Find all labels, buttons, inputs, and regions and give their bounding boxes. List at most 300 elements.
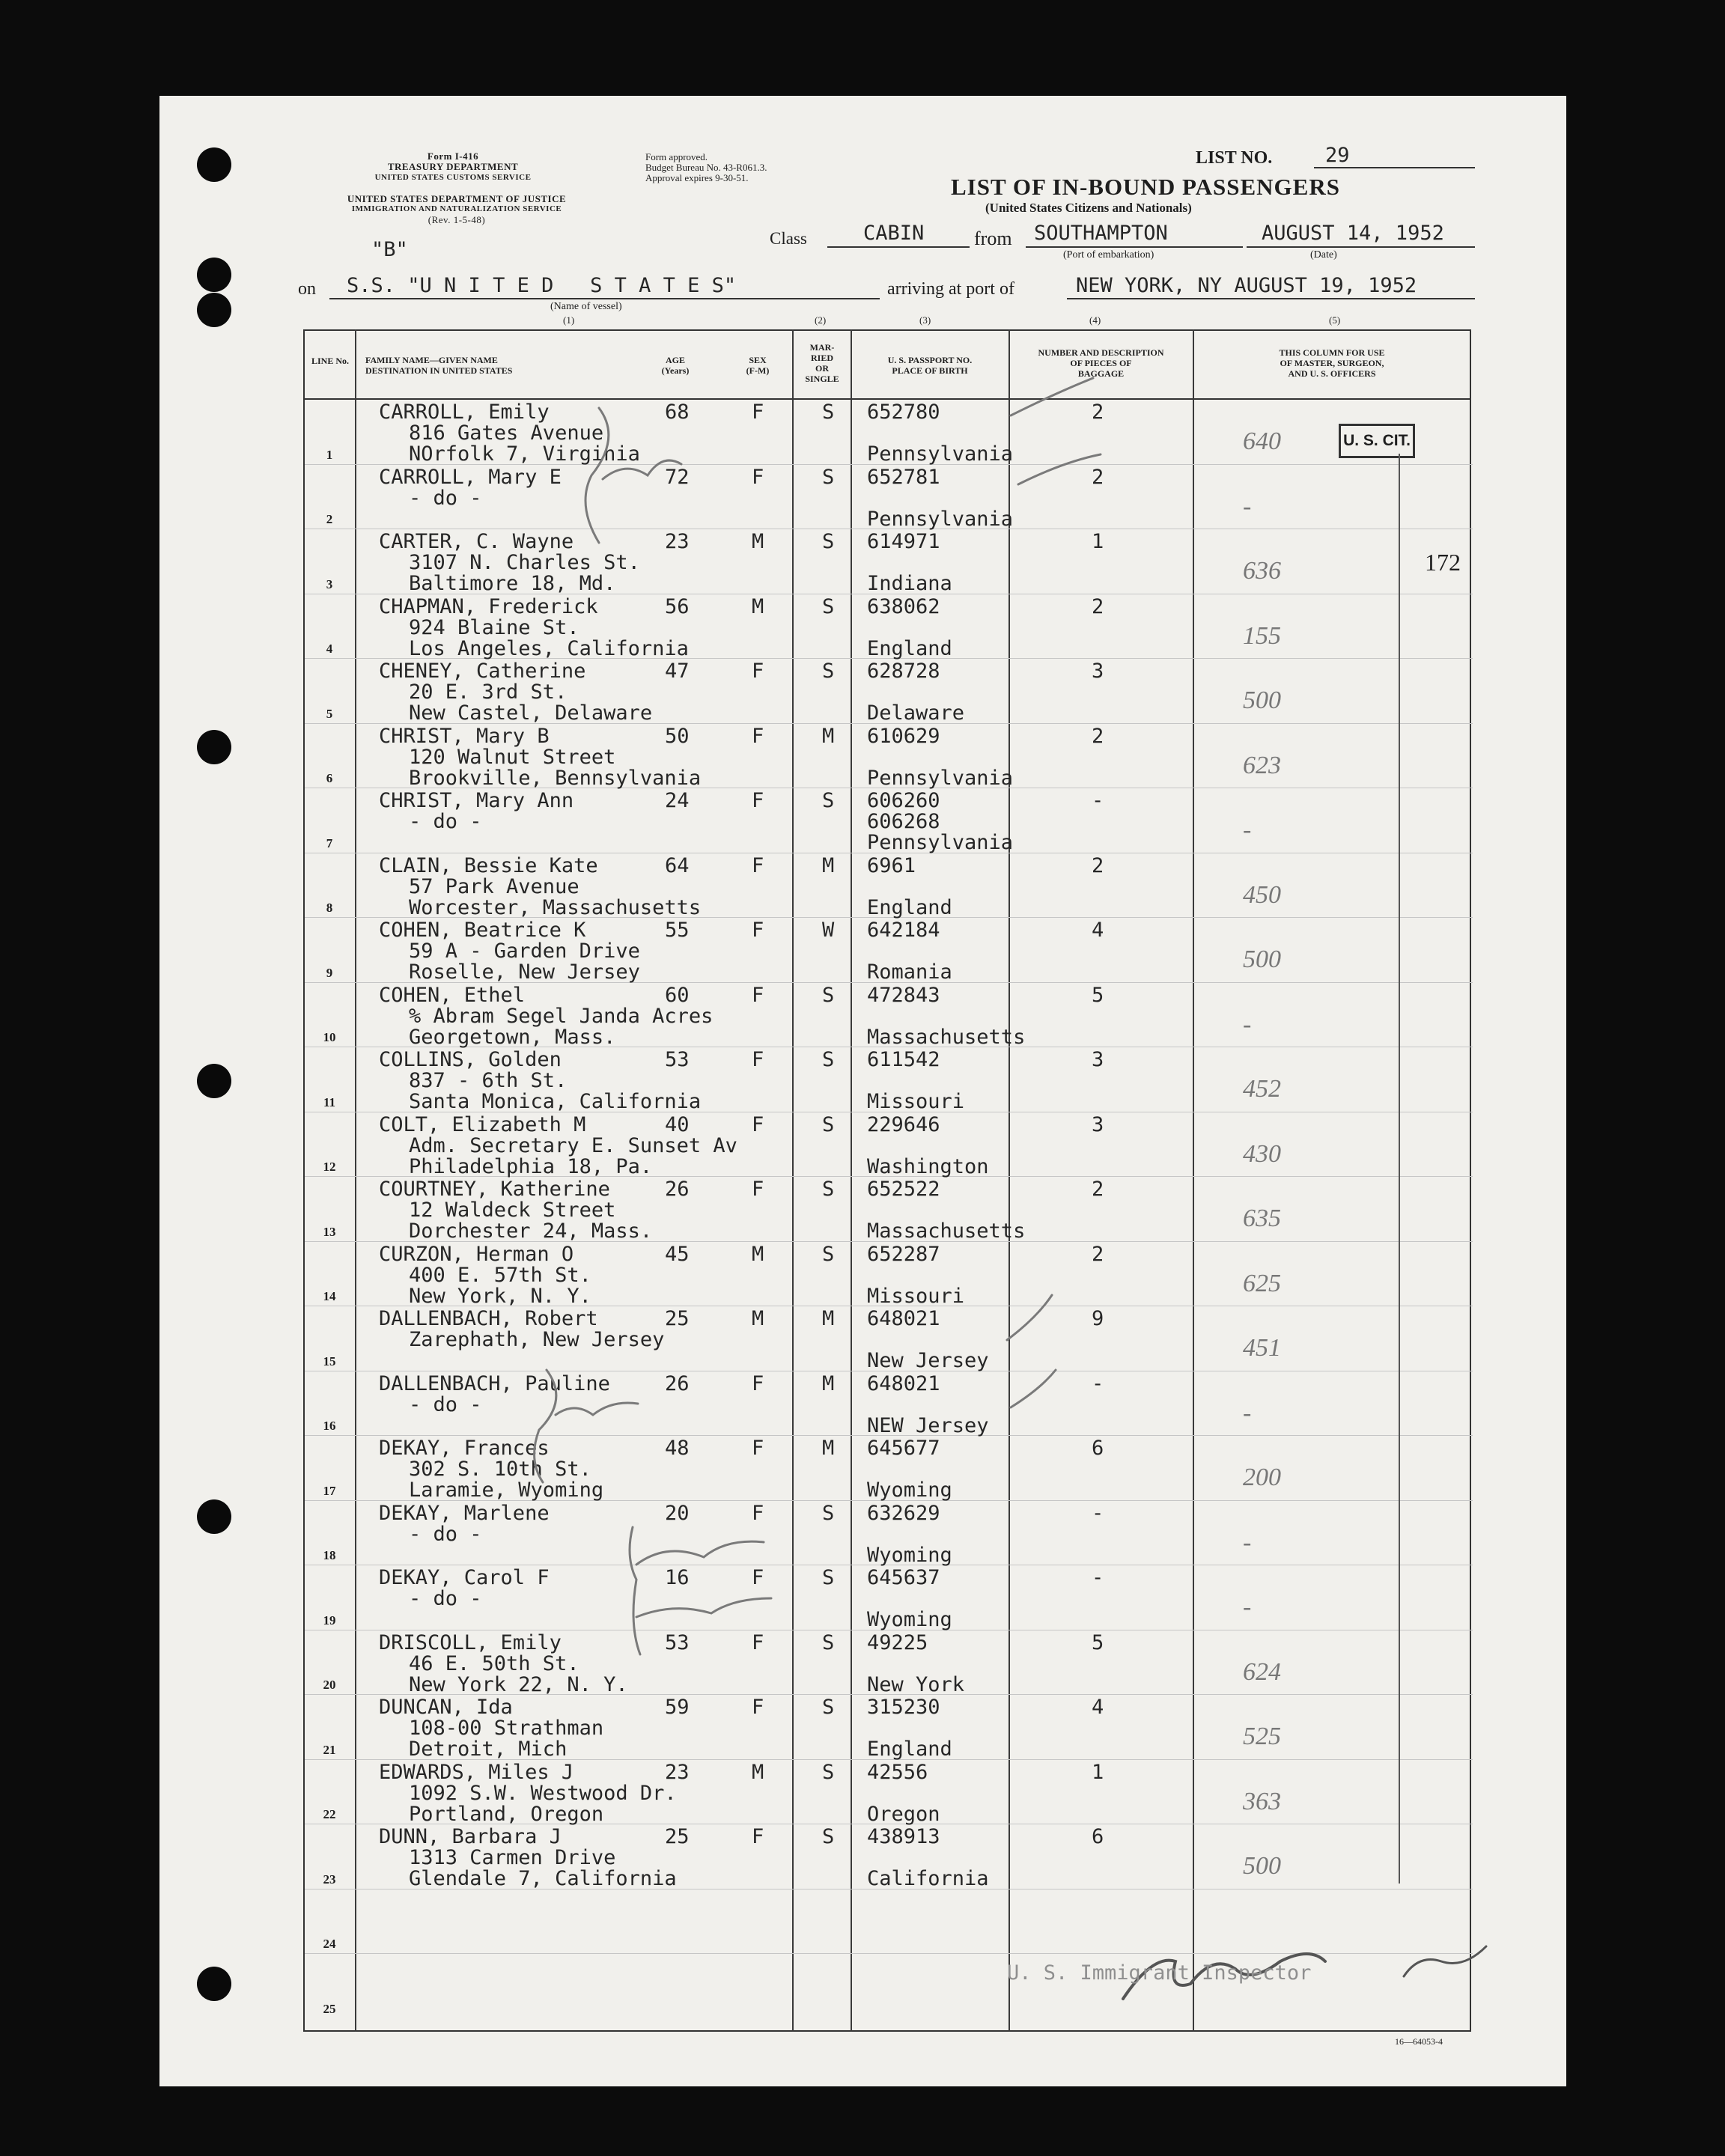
punch-hole xyxy=(197,730,231,764)
from-underline xyxy=(1026,246,1243,248)
official-note: 640 xyxy=(1243,427,1281,455)
passenger-age: 40 xyxy=(665,1113,690,1136)
baggage-count: - xyxy=(1092,1502,1104,1525)
place-of-birth: Pennsylvania xyxy=(867,831,1014,854)
passenger-address-2: Portland, Oregon xyxy=(409,1803,604,1826)
header-official-3: AND U. S. OFFICERS xyxy=(1288,368,1376,379)
official-note: 635 xyxy=(1243,1205,1281,1232)
passenger-marital-status: W xyxy=(822,919,835,942)
passenger-name: CARROLL, Emily xyxy=(379,401,550,424)
passenger-name: DRISCOLL, Emily xyxy=(379,1631,562,1654)
baggage-count: 1 xyxy=(1092,1761,1104,1784)
official-note: - xyxy=(1243,1593,1252,1621)
baggage-count: 5 xyxy=(1092,984,1104,1007)
line-number: 2 xyxy=(326,512,333,526)
line-number: 12 xyxy=(323,1160,336,1174)
header-official-1: THIS COLUMN FOR USE xyxy=(1279,347,1385,358)
place-of-birth: Massachusetts xyxy=(867,1026,1026,1049)
passenger-name: CHENEY, Catherine xyxy=(379,660,586,683)
baggage-count: - xyxy=(1092,1566,1104,1589)
line-number: 16 xyxy=(323,1419,336,1433)
passport-number: 652287 xyxy=(867,1243,940,1266)
passenger-sex: F xyxy=(752,919,764,942)
baggage-count: 2 xyxy=(1092,401,1104,424)
us-citizen-stamp: U. S. CIT. xyxy=(1339,424,1415,458)
approval-line-1: Form approved. xyxy=(645,151,708,162)
passenger-address-2: Roselle, New Jersey xyxy=(409,960,640,984)
baggage-count: 4 xyxy=(1092,1696,1104,1719)
passenger-address-1: 20 E. 3rd St. xyxy=(409,680,568,704)
official-note: - xyxy=(1243,1011,1252,1038)
passenger-marital-status: S xyxy=(822,789,835,812)
passenger-name: DALLENBACH, Robert xyxy=(379,1307,598,1330)
official-note: - xyxy=(1243,1529,1252,1556)
line-number: 1 xyxy=(326,448,333,462)
passport-number: 229646 xyxy=(867,1113,940,1136)
col-divider xyxy=(1008,329,1010,2032)
b-mark: "B" xyxy=(371,238,408,261)
date-underline xyxy=(1247,246,1475,248)
passenger-sex: F xyxy=(752,401,764,424)
passenger-sex: F xyxy=(752,660,764,683)
header-age-unit: (Years) xyxy=(661,365,690,376)
passenger-marital-status: S xyxy=(822,1113,835,1136)
baggage-count: 2 xyxy=(1092,595,1104,618)
passenger-name: DALLENBACH, Pauline xyxy=(379,1372,610,1395)
col-divider xyxy=(792,329,794,2032)
place-of-birth: Oregon xyxy=(867,1803,940,1826)
passenger-marital-status: S xyxy=(822,1761,835,1784)
header-married-4: SINGLE xyxy=(805,374,839,384)
line-number: 21 xyxy=(323,1743,336,1757)
official-note: 625 xyxy=(1243,1270,1281,1297)
place-of-birth: NEW Jersey xyxy=(867,1414,989,1437)
passenger-name: COLLINS, Golden xyxy=(379,1048,562,1071)
passenger-sex: F xyxy=(752,1048,764,1071)
passenger-name: COLT, Elizabeth M xyxy=(379,1113,586,1136)
passenger-marital-status: S xyxy=(822,1696,835,1719)
official-note: - xyxy=(1243,1399,1252,1427)
inspector-caption: U. S. Immigrant Inspector xyxy=(1007,1961,1312,1985)
class-underline xyxy=(827,246,970,248)
passenger-sex: F xyxy=(752,789,764,812)
passenger-address-2: Laramie, Wyoming xyxy=(409,1479,604,1502)
official-note: 363 xyxy=(1243,1788,1281,1815)
baggage-count: 4 xyxy=(1092,919,1104,942)
passport-number: 315230 xyxy=(867,1696,940,1719)
place-of-birth: England xyxy=(867,1738,952,1761)
header-destination: DESTINATION IN UNITED STATES xyxy=(365,365,513,376)
passport-number: 648021 xyxy=(867,1307,940,1330)
passenger-marital-status: M xyxy=(822,725,835,748)
col-ref-3: (3) xyxy=(919,314,931,326)
passenger-address-1: 302 S. 10th St. xyxy=(409,1458,591,1481)
passenger-name: COURTNEY, Katherine xyxy=(379,1178,610,1201)
punch-hole xyxy=(197,147,231,182)
baggage-count: 2 xyxy=(1092,854,1104,877)
passport-number: 632629 xyxy=(867,1502,940,1525)
passenger-marital-status: S xyxy=(822,401,835,424)
port-caption: (Port of embarkation) xyxy=(1063,249,1154,261)
passenger-sex: F xyxy=(752,984,764,1007)
col-ref-5: (5) xyxy=(1329,314,1341,326)
passenger-age: 47 xyxy=(665,660,690,683)
passenger-age: 53 xyxy=(665,1631,690,1654)
passenger-marital-status: S xyxy=(822,466,835,489)
passenger-address-2: New York, N. Y. xyxy=(409,1285,591,1308)
baggage-count: - xyxy=(1092,789,1104,812)
baggage-count: 9 xyxy=(1092,1307,1104,1330)
passenger-address-1: 837 - 6th St. xyxy=(409,1069,568,1092)
approval-line-2: Budget Bureau No. 43-R061.3. xyxy=(645,162,767,173)
passenger-name: CHRIST, Mary B xyxy=(379,725,550,748)
passenger-sex: M xyxy=(752,530,764,553)
passenger-name: DEKAY, Carol F xyxy=(379,1566,550,1589)
punch-hole xyxy=(197,1499,231,1534)
place-of-birth: Missouri xyxy=(867,1285,965,1308)
passenger-address-1: - do - xyxy=(409,1587,482,1610)
passenger-age: 68 xyxy=(665,401,690,424)
approval-line-3: Approval expires 9-30-51. xyxy=(645,172,749,183)
line-number: 4 xyxy=(326,642,333,656)
passenger-marital-status: S xyxy=(822,984,835,1007)
place-of-birth: Pennsylvania xyxy=(867,508,1014,531)
passport-number-2: 606268 xyxy=(867,810,940,833)
official-note: 636 xyxy=(1243,557,1281,585)
passenger-address-2: New York 22, N. Y. xyxy=(409,1673,628,1696)
passport-number: 652781 xyxy=(867,466,940,489)
line-number: 22 xyxy=(323,1807,336,1821)
passenger-sex: M xyxy=(752,1307,764,1330)
place-of-birth: Wyoming xyxy=(867,1608,952,1631)
place-of-birth: Missouri xyxy=(867,1090,965,1113)
passenger-address-2: Worcester, Massachusetts xyxy=(409,896,702,919)
header-name: FAMILY NAME—GIVEN NAME xyxy=(365,355,498,365)
passenger-age: 50 xyxy=(665,725,690,748)
header-baggage-3: BAGGAGE xyxy=(1077,368,1125,379)
passenger-age: 23 xyxy=(665,1761,690,1784)
passenger-address-2: New Castel, Delaware xyxy=(409,701,653,725)
line-number: 14 xyxy=(323,1289,336,1303)
passenger-address-1: 1313 Carmen Drive xyxy=(409,1846,616,1869)
customs-label: UNITED STATES CUSTOMS SERVICE xyxy=(374,173,532,182)
line-number: 10 xyxy=(323,1030,336,1044)
passenger-address-1: 108-00 Strathman xyxy=(409,1717,604,1740)
header-sex: SEX xyxy=(749,355,767,365)
passenger-address-1: - do - xyxy=(409,1393,482,1416)
passport-number: 472843 xyxy=(867,984,940,1007)
passport-number: 638062 xyxy=(867,595,940,618)
place-of-birth: New York xyxy=(867,1673,965,1696)
baggage-count: 2 xyxy=(1092,1178,1104,1201)
col-divider xyxy=(851,329,852,2032)
passenger-address-1: 816 Gates Avenue xyxy=(409,421,604,445)
passenger-name: DEKAY, Marlene xyxy=(379,1502,550,1525)
passenger-marital-status: S xyxy=(822,660,835,683)
baggage-count: 2 xyxy=(1092,1243,1104,1266)
passport-number: 6961 xyxy=(867,854,916,877)
baggage-count: 2 xyxy=(1092,466,1104,489)
official-note: 155 xyxy=(1243,622,1281,650)
passenger-address-1: 57 Park Avenue xyxy=(409,875,579,898)
passenger-address-2: Detroit, Mich xyxy=(409,1738,568,1761)
line-number: 11 xyxy=(323,1095,336,1109)
passenger-name: CURZON, Herman O xyxy=(379,1243,574,1266)
passenger-age: 20 xyxy=(665,1502,690,1525)
passenger-age: 26 xyxy=(665,1178,690,1201)
passenger-age: 53 xyxy=(665,1048,690,1071)
list-no-value: 29 xyxy=(1325,144,1350,167)
official-note: 451 xyxy=(1243,1334,1281,1362)
col-divider xyxy=(1193,329,1194,2032)
header-baggage-2: OF PIECES OF xyxy=(1070,358,1132,368)
passport-number: 438913 xyxy=(867,1825,940,1848)
place-of-birth: England xyxy=(867,637,952,660)
page-title: LIST OF IN-BOUND PASSENGERS xyxy=(951,174,1340,200)
line-number: 18 xyxy=(323,1548,336,1562)
date-value: AUGUST 14, 1952 xyxy=(1262,222,1444,245)
place-of-birth: Delaware xyxy=(867,701,965,725)
passenger-sex: F xyxy=(752,1437,764,1460)
official-note: 200 xyxy=(1243,1464,1281,1491)
passenger-age: 25 xyxy=(665,1307,690,1330)
official-note: 525 xyxy=(1243,1723,1281,1750)
passenger-age: 23 xyxy=(665,530,690,553)
passenger-sex: F xyxy=(752,1696,764,1719)
passenger-sex: F xyxy=(752,1178,764,1201)
passenger-marital-status: S xyxy=(822,1178,835,1201)
baggage-count: 3 xyxy=(1092,660,1104,683)
line-number: 3 xyxy=(326,577,333,591)
date-caption: (Date) xyxy=(1310,249,1337,261)
passenger-address-1: 3107 N. Charles St. xyxy=(409,551,640,574)
line-number: 5 xyxy=(326,707,333,721)
passenger-address-1: 46 E. 50th St. xyxy=(409,1652,579,1675)
list-no-label: LIST NO. xyxy=(1196,148,1273,168)
passenger-sex: F xyxy=(752,1502,764,1525)
passenger-sex: F xyxy=(752,1825,764,1848)
passport-number: 42556 xyxy=(867,1761,928,1784)
line-number: 24 xyxy=(323,1937,336,1951)
place-of-birth: England xyxy=(867,896,952,919)
official-note: 450 xyxy=(1243,881,1281,909)
passenger-address-2: Dorchester 24, Mass. xyxy=(409,1219,653,1243)
passenger-address-1: Adm. Secretary E. Sunset Av xyxy=(409,1134,737,1157)
list-no-underline xyxy=(1314,167,1475,168)
passenger-name: CHRIST, Mary Ann xyxy=(379,789,574,812)
line-number: 6 xyxy=(326,771,333,785)
passenger-sex: M xyxy=(752,595,764,618)
passenger-name: EDWARDS, Miles J xyxy=(379,1761,574,1784)
header-married-2: RIED xyxy=(810,353,833,363)
place-of-birth: Washington xyxy=(867,1155,989,1178)
place-of-birth: Wyoming xyxy=(867,1479,952,1502)
line-number: 20 xyxy=(323,1678,336,1692)
line-number: 17 xyxy=(323,1484,336,1498)
passenger-marital-status: M xyxy=(822,1307,835,1330)
passenger-name: COHEN, Ethel xyxy=(379,984,526,1007)
baggage-count: 5 xyxy=(1092,1631,1104,1654)
passenger-name: DEKAY, Frances xyxy=(379,1437,550,1460)
baggage-count: 6 xyxy=(1092,1825,1104,1848)
passenger-sex: M xyxy=(752,1761,764,1784)
passenger-sex: F xyxy=(752,1566,764,1589)
form-number: Form I-416 xyxy=(427,150,479,162)
place-of-birth: Indiana xyxy=(867,572,952,595)
passenger-address-1: Zarephath, New Jersey xyxy=(409,1328,665,1351)
baggage-count: 1 xyxy=(1092,530,1104,553)
baggage-count: 3 xyxy=(1092,1113,1104,1136)
passenger-address-1: 12 Waldeck Street xyxy=(409,1199,616,1222)
header-line-no: LINE No. xyxy=(311,356,349,366)
side-number: 172 xyxy=(1425,549,1461,576)
passenger-address-2: Glendale 7, California xyxy=(409,1867,677,1890)
header-baggage-1: NUMBER AND DESCRIPTION xyxy=(1038,347,1164,358)
passenger-address-2: Brookville, Bennsylvania xyxy=(409,767,702,790)
header-birth: PLACE OF BIRTH xyxy=(892,365,968,376)
passenger-name: DUNCAN, Ida xyxy=(379,1696,513,1719)
vessel-caption: (Name of vessel) xyxy=(550,301,622,312)
baggage-count: 6 xyxy=(1092,1437,1104,1460)
baggage-count: 2 xyxy=(1092,725,1104,748)
line-number: 19 xyxy=(323,1613,336,1627)
place-of-birth: Pennsylvania xyxy=(867,442,1014,466)
ins-label: IMMIGRATION AND NATURALIZATION SERVICE xyxy=(351,204,562,213)
passenger-address-2: Philadelphia 18, Pa. xyxy=(409,1155,653,1178)
passenger-marital-status: M xyxy=(822,854,835,877)
passenger-marital-status: S xyxy=(822,595,835,618)
arriving-value: NEW YORK, NY AUGUST 19, 1952 xyxy=(1076,274,1417,297)
stamp-leader-line xyxy=(1399,454,1400,1884)
arriving-label: arriving at port of xyxy=(887,279,1014,299)
passenger-age: 55 xyxy=(665,919,690,942)
line-number: 23 xyxy=(323,1872,336,1886)
passenger-address-2: Los Angeles, California xyxy=(409,637,689,660)
passenger-age: 56 xyxy=(665,595,690,618)
passenger-marital-status: S xyxy=(822,1566,835,1589)
page-subtitle: (United States Citizens and Nationals) xyxy=(985,201,1192,215)
baggage-count: - xyxy=(1092,1372,1104,1395)
passenger-address-1: - do - xyxy=(409,1523,482,1546)
passenger-marital-status: S xyxy=(822,1825,835,1848)
passenger-name: COHEN, Beatrice K xyxy=(379,919,586,942)
class-label: Class xyxy=(770,229,807,248)
passport-number: 642184 xyxy=(867,919,940,942)
passenger-sex: F xyxy=(752,854,764,877)
passenger-age: 45 xyxy=(665,1243,690,1266)
from-label: from xyxy=(974,228,1012,249)
header-married-1: MAR- xyxy=(809,342,835,353)
passport-number: 611542 xyxy=(867,1048,940,1071)
passenger-age: 60 xyxy=(665,984,690,1007)
passenger-sex: F xyxy=(752,1372,764,1395)
place-of-birth: Massachusetts xyxy=(867,1219,1026,1243)
col-divider xyxy=(355,329,356,2032)
passport-number: 614971 xyxy=(867,530,940,553)
passenger-age: 72 xyxy=(665,466,690,489)
col-ref-1: (1) xyxy=(563,314,575,326)
passenger-address-2: Baltimore 18, Md. xyxy=(409,572,616,595)
passenger-address-1: 1092 S.W. Westwood Dr. xyxy=(409,1782,677,1805)
place-of-birth: Pennsylvania xyxy=(867,767,1014,790)
passenger-age: 25 xyxy=(665,1825,690,1848)
passenger-marital-status: S xyxy=(822,530,835,553)
passenger-name: DUNN, Barbara J xyxy=(379,1825,562,1848)
official-note: 500 xyxy=(1243,945,1281,973)
passenger-address-1: - do - xyxy=(409,487,482,510)
passport-number: 652780 xyxy=(867,401,940,424)
header-sex-unit: (F-M) xyxy=(746,365,770,376)
place-of-birth: Romania xyxy=(867,960,952,984)
line-number: 15 xyxy=(323,1354,336,1368)
passenger-marital-status: S xyxy=(822,1243,835,1266)
official-note: 500 xyxy=(1243,1852,1281,1880)
passenger-age: 59 xyxy=(665,1696,690,1719)
official-note: 430 xyxy=(1243,1140,1281,1168)
punch-hole xyxy=(197,1967,231,2001)
official-note: - xyxy=(1243,493,1252,520)
revision-label: (Rev. 1-5-48) xyxy=(428,214,486,225)
official-note: 452 xyxy=(1243,1075,1281,1103)
vessel-name: S.S. "U N I T E D S T A T E S" xyxy=(347,274,737,297)
passenger-name: CLAIN, Bessie Kate xyxy=(379,854,598,877)
passenger-address-2: NOrfolk 7, Virginia xyxy=(409,442,640,466)
passport-number: 610629 xyxy=(867,725,940,748)
punch-hole xyxy=(197,1064,231,1098)
passenger-marital-status: M xyxy=(822,1372,835,1395)
header-passport: U. S. PASSPORT NO. xyxy=(887,355,973,365)
passenger-sex: F xyxy=(752,1113,764,1136)
passenger-address-1: - do - xyxy=(409,810,482,833)
passenger-sex: F xyxy=(752,466,764,489)
header-age: AGE xyxy=(665,355,685,365)
punch-hole xyxy=(197,293,231,327)
passenger-address-1: 120 Walnut Street xyxy=(409,746,616,769)
passport-number: 628728 xyxy=(867,660,940,683)
header-official-2: OF MASTER, SURGEON, xyxy=(1280,358,1384,368)
class-value: CABIN xyxy=(863,222,925,245)
place-of-birth: Wyoming xyxy=(867,1544,952,1567)
justice-label: UNITED STATES DEPARTMENT OF JUSTICE xyxy=(347,193,567,204)
on-label: on xyxy=(298,279,316,299)
passport-number: 645637 xyxy=(867,1566,940,1589)
passenger-age: 26 xyxy=(665,1372,690,1395)
passenger-age: 24 xyxy=(665,789,690,812)
passenger-address-1: % Abram Segel Janda Acres xyxy=(409,1005,714,1028)
line-number: 9 xyxy=(326,966,333,980)
official-note: 623 xyxy=(1243,752,1281,779)
passenger-sex: F xyxy=(752,1631,764,1654)
official-note: 624 xyxy=(1243,1658,1281,1686)
passenger-name: CHAPMAN, Frederick xyxy=(379,595,598,618)
line-number: 13 xyxy=(323,1225,336,1239)
baggage-count: 3 xyxy=(1092,1048,1104,1071)
treasury-label: TREASURY DEPARTMENT xyxy=(387,161,519,172)
header-bottom-rule xyxy=(303,398,1471,400)
col-ref-2: (2) xyxy=(815,314,827,326)
official-note: 500 xyxy=(1243,686,1281,714)
passenger-name: CARROLL, Mary E xyxy=(379,466,562,489)
passenger-marital-status: S xyxy=(822,1502,835,1525)
passenger-marital-status: S xyxy=(822,1048,835,1071)
row-rule xyxy=(305,1953,1473,1954)
arriving-underline xyxy=(1067,298,1475,299)
passenger-sex: M xyxy=(752,1243,764,1266)
passenger-sex: F xyxy=(752,725,764,748)
place-of-birth: California xyxy=(867,1867,989,1890)
passport-number: 645677 xyxy=(867,1437,940,1460)
vessel-underline xyxy=(329,298,880,299)
